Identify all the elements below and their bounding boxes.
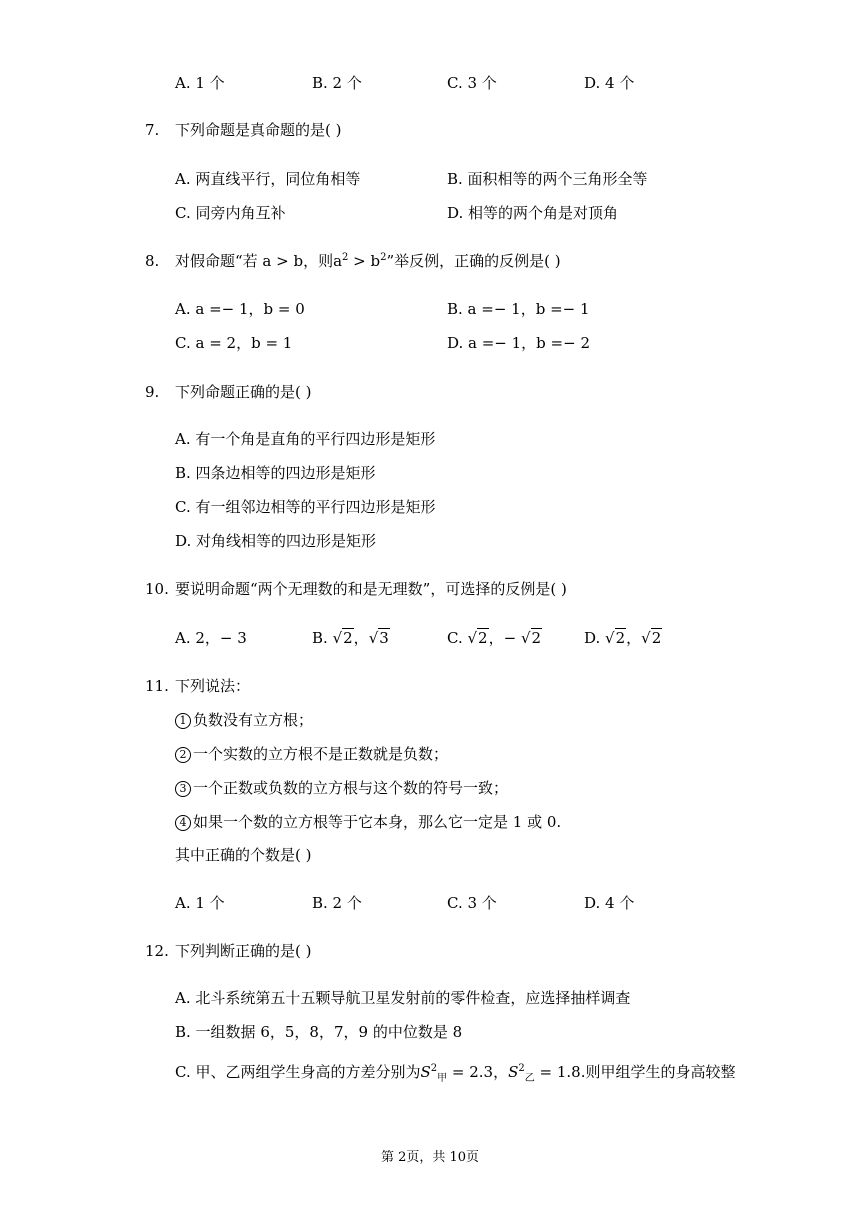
q9-number: 9.	[145, 383, 160, 401]
q12-option-b: B. 一组数据 6，5，8，7，9 的中位数是 8	[175, 1023, 463, 1041]
q11-option-a: A. 1 个	[175, 894, 225, 912]
q11-statement: 4 如果一个数的立方根等于它本身，那么它一定是 1 或 0.	[175, 812, 561, 832]
q12-option-a: A. 北斗系统第五十五颗导航卫星发射前的零件检查，应选择抽样调查	[175, 989, 631, 1007]
q10-option-d: D. √2，√2	[584, 629, 662, 647]
q8-number: 8.	[145, 252, 160, 270]
q10-number: 10.	[145, 580, 169, 598]
q7-option-c: C. 同旁内角互补	[175, 204, 286, 222]
q10-option-a: A. 2，− 3	[175, 629, 247, 647]
q7-option-d: D. 相等的两个角是对顶角	[447, 204, 619, 222]
q11-conclusion: 其中正确的个数是( )	[175, 846, 312, 864]
q7-option-a: A. 两直线平行，同位角相等	[175, 170, 361, 188]
q10-text: 要说明命题“两个无理数的和是无理数”，可选择的反例是( )	[175, 580, 567, 598]
circled-number-icon: 1	[175, 713, 191, 729]
q6-option-c: C. 3 个	[447, 74, 497, 92]
q9-option-a: A. 有一个角是直角的平行四边形是矩形	[175, 430, 436, 448]
q7-text: 下列命题是真命题的是( )	[175, 121, 342, 139]
q12-number: 12.	[145, 942, 169, 960]
q11-number: 11.	[145, 677, 169, 695]
circled-number-icon: 2	[175, 747, 191, 763]
q8-option-a: A. a =− 1，b = 0	[175, 300, 305, 318]
q11-statement: 2 一个实数的立方根不是正数就是负数；	[175, 744, 448, 764]
q6-option-a: A. 1 个	[175, 74, 225, 92]
q11-statement: 1 负数没有立方根；	[175, 710, 313, 730]
q6-option-d: D. 4 个	[584, 74, 635, 92]
q8-text: 对假命题“若 a > b，则$a^2 > b^2$”举反例，正确的反例是( )	[175, 252, 561, 270]
q9-text: 下列命题正确的是( )	[175, 383, 312, 401]
q11-text: 下列说法：	[175, 677, 251, 695]
q12-text: 下列判断正确的是( )	[175, 942, 312, 960]
q8-option-c: C. a = 2，b = 1	[175, 334, 293, 352]
q7-option-b: B. 面积相等的两个三角形全等	[447, 170, 648, 188]
q7-number: 7.	[145, 121, 160, 139]
q11-statement: 3 一个正数或负数的立方根与这个数的符号一致；	[175, 778, 508, 798]
q9-option-b: B. 四条边相等的四边形是矩形	[175, 464, 376, 482]
q9-option-c: C. 有一组邻边相等的平行四边形是矩形	[175, 498, 436, 516]
q8-option-b: B. a =− 1，b =− 1	[447, 300, 590, 318]
q11-option-c: C. 3 个	[447, 894, 497, 912]
q9-option-d: D. 对角线相等的四边形是矩形	[175, 532, 377, 550]
q6-option-b: B. 2 个	[312, 74, 362, 92]
circled-number-icon: 3	[175, 781, 191, 797]
q12-option-c: C. 甲、乙两组学生身高的方差分别为$S^2_甲 = 2.3$，$S^2_乙 = 1.8$.则甲组学生的身高较整	[175, 1063, 736, 1084]
q10-option-c: C. √2，− √2	[447, 629, 542, 647]
q11-option-b: B. 2 个	[312, 894, 362, 912]
page-footer: 第 2页，共 10页	[380, 1150, 480, 1165]
q8-option-d: D. a =− 1，b =− 2	[447, 334, 591, 352]
circled-number-icon: 4	[175, 815, 191, 831]
q11-option-d: D. 4 个	[584, 894, 635, 912]
q10-option-b: B. √2，√3	[312, 629, 389, 647]
